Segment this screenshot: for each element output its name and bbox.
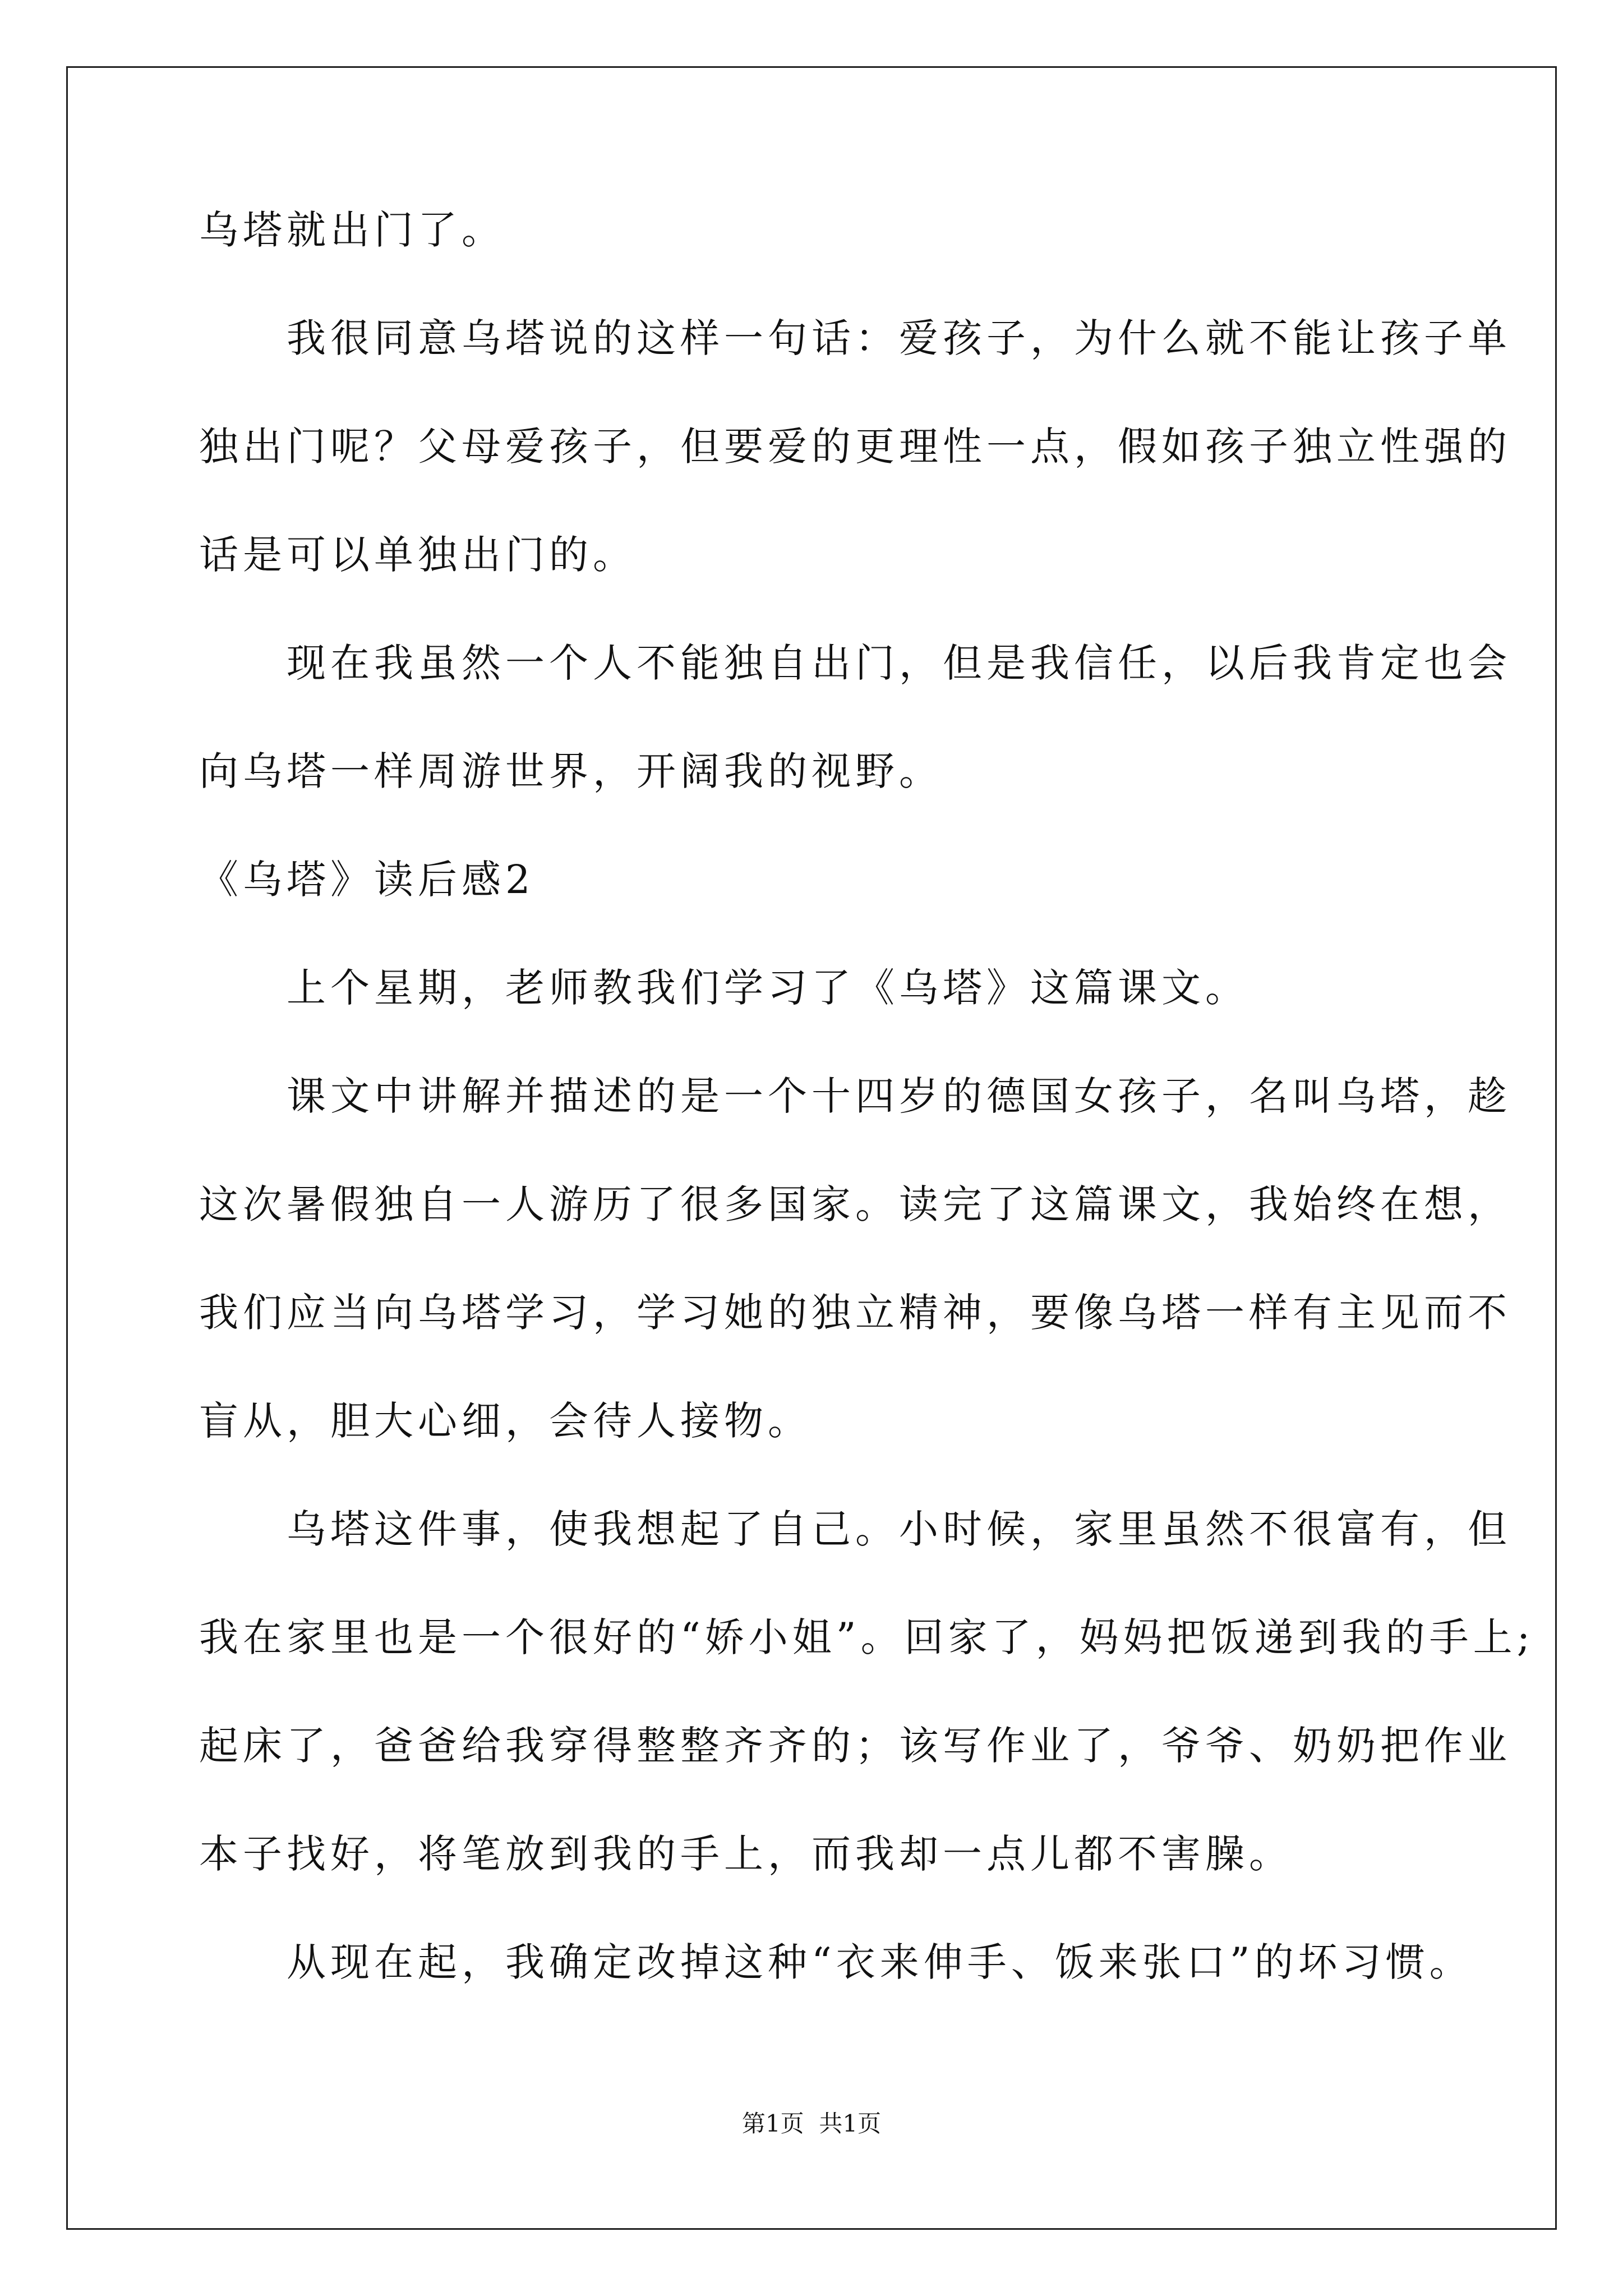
text-line: 乌塔就出门了。: [199, 207, 505, 253]
document-body: [199, 207, 1535, 1985]
text-line: 盲从，胆大心细，会待人接物。: [199, 1398, 811, 1444]
text-line: 向乌塔一样周游世界，开阔我的视野。: [199, 748, 943, 794]
text-line: 这次暑假独自一人游历了很多国家。读完了这篇课文，我始终在想，: [199, 1181, 1511, 1227]
text-line: 本子找好，将笔放到我的手上，而我却一点儿都不害臊。: [199, 1831, 1293, 1877]
text-line: 我们应当向乌塔学习，学习她的独立精神，要像乌塔一样有主见而不: [199, 1290, 1511, 1336]
text-line: 我在家里也是一个很好的“娇小姐”。回家了，妈妈把饭递到我的手上;: [199, 1614, 1535, 1660]
text-line: 从现在起，我确定改掉这种“衣来伸手、饭来张口”的坏习惯。: [199, 1939, 1473, 1985]
text-line: 乌塔这件事，使我想起了自己。小时候，家里虽然不很富有，但: [199, 1506, 1511, 1552]
text-line: 独出门呢？父母爱孩子，但要爱的更理性一点，假如孩子独立性强的: [199, 424, 1511, 470]
text-line: 现在我虽然一个人不能独自出门，但是我信任，以后我肯定也会: [199, 640, 1511, 686]
text-line: 我很同意乌塔说的这样一句话：爱孩子，为什么就不能让孩子单: [199, 315, 1511, 361]
page-footer: 第1页 共1页: [741, 2110, 882, 2137]
text-line: 上个星期，老师教我们学习了《乌塔》这篇课文。: [199, 965, 1249, 1011]
text-line: 课文中讲解并描述的是一个十四岁的德国女孩子，名叫乌塔，趁: [199, 1073, 1511, 1119]
section-heading: 《乌塔》读后感2: [199, 857, 535, 903]
text-line: 话是可以单独出门的。: [199, 532, 637, 578]
text-line: 起床了，爸爸给我穿得整整齐齐的；该写作业了，爷爷、奶奶把作业: [199, 1723, 1511, 1769]
